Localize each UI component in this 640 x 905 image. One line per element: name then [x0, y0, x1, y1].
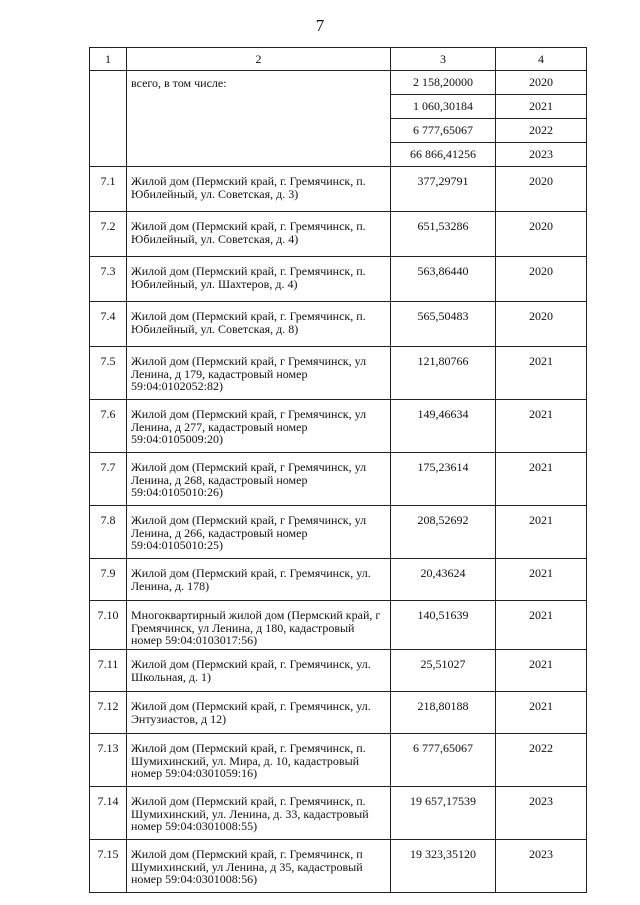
row-value-cell: 175,23614 — [391, 453, 496, 506]
row-name-cell: Жилой дом (Пермский край, г. Гремячинск, п Шумихинский, ул Ленина, д 35, кадастровый номер 59:04:0301008:56) — [127, 840, 391, 893]
total-value: 66 866,41256 — [391, 143, 496, 167]
row-number-cell: 7.10 — [90, 601, 127, 650]
table-row — [90, 257, 587, 302]
row-number-cell: 7.6 — [90, 400, 127, 453]
column-header: 1 — [90, 48, 127, 71]
row-year-cell: 2021 — [496, 559, 587, 601]
row-year-cell: 2021 — [496, 650, 587, 692]
total-row — [90, 71, 587, 95]
row-number-cell: 7.13 — [90, 734, 127, 787]
row-name-cell: Жилой дом (Пермский край, г Гремячинск, ул Ленина, д 266, кадастровый номер 59:04:0105010:25) — [127, 506, 391, 559]
table-row — [90, 650, 587, 692]
table-row — [90, 302, 587, 347]
table-row — [90, 167, 587, 212]
row-number-cell: 7.7 — [90, 453, 127, 506]
row-year-cell: 2020 — [496, 212, 587, 257]
row-year-cell: 2022 — [496, 734, 587, 787]
row-value-cell: 651,53286 — [391, 212, 496, 257]
row-name-cell: Жилой дом (Пермский край, г Гремячинск, ул Ленина, д 268, кадастровый номер 59:04:0105010:26) — [127, 453, 391, 506]
row-name-cell: Жилой дом (Пермский край, г. Гремячинск, п. Юбилейный, ул. Советская, д. 8) — [127, 302, 391, 347]
column-header: 4 — [496, 48, 587, 71]
row-value-cell: 218,80188 — [391, 692, 496, 734]
total-value: 1 060,30184 — [391, 95, 496, 119]
row-number-cell: 7.8 — [90, 506, 127, 559]
column-header: 3 — [391, 48, 496, 71]
total-year: 2020 — [496, 71, 587, 95]
row-year-cell: 2020 — [496, 302, 587, 347]
row-number-cell: 7.3 — [90, 257, 127, 302]
row-value-cell: 20,43624 — [391, 559, 496, 601]
row-number-cell: 7.5 — [90, 347, 127, 400]
row-value-cell: 19 323,35120 — [391, 840, 496, 893]
row-year-cell: 2021 — [496, 506, 587, 559]
row-year-cell: 2023 — [496, 840, 587, 893]
table-row — [90, 734, 587, 787]
row-value-cell: 121,80766 — [391, 347, 496, 400]
total-year: 2022 — [496, 119, 587, 143]
column-header: 2 — [127, 48, 391, 71]
row-name-cell: Жилой дом (Пермский край, г. Гремячинск, п. Шумихинский, ул. Ленина, д. 33, кадастровый номер 59:04:0301008:55) — [127, 787, 391, 840]
row-year-cell: 2021 — [496, 347, 587, 400]
row-year-cell: 2023 — [496, 787, 587, 840]
row-year-cell: 2021 — [496, 400, 587, 453]
table-row — [90, 347, 587, 400]
total-value: 2 158,20000 — [391, 71, 496, 95]
row-value-cell: 565,50483 — [391, 302, 496, 347]
row-name-cell: Жилой дом (Пермский край, г. Гремячинск, ул. Школьная, д. 1) — [127, 650, 391, 692]
row-name-cell: Жилой дом (Пермский край, г. Гремячинск, п. Юбилейный, ул. Советская, д. 3) — [127, 167, 391, 212]
table-row — [90, 559, 587, 601]
row-name-cell: Жилой дом (Пермский край, г. Гремячинск, ул. Ленина, д. 178) — [127, 559, 391, 601]
row-value-cell: 377,29791 — [391, 167, 496, 212]
row-year-cell: 2021 — [496, 453, 587, 506]
budget-table — [89, 47, 587, 893]
row-number-cell: 7.4 — [90, 302, 127, 347]
row-year-cell: 2020 — [496, 167, 587, 212]
row-value-cell: 6 777,65067 — [391, 734, 496, 787]
row-name-cell: Жилой дом (Пермский край, г. Гремячинск, ул. Энтузиастов, д 12) — [127, 692, 391, 734]
table-row — [90, 506, 587, 559]
total-label: всего, в том числе: — [127, 71, 391, 167]
row-year-cell: 2020 — [496, 257, 587, 302]
row-value-cell: 208,52692 — [391, 506, 496, 559]
table-row — [90, 692, 587, 734]
row-value-cell: 149,46634 — [391, 400, 496, 453]
table-row — [90, 212, 587, 257]
row-name-cell: Жилой дом (Пермский край, г Гремячинск, ул Ленина, д 179, кадастровый номер 59:04:0102052:82) — [127, 347, 391, 400]
row-name-cell: Жилой дом (Пермский край, г. Гремячинск, п. Юбилейный, ул. Шахтеров, д. 4) — [127, 257, 391, 302]
table-row — [90, 453, 587, 506]
row-number-cell: 7.14 — [90, 787, 127, 840]
row-number-cell: 7.9 — [90, 559, 127, 601]
row-name-cell: Жилой дом (Пермский край, г Гремячинск, ул Ленина, д 277, кадастровый номер 59:04:0105009:20) — [127, 400, 391, 453]
table-row — [90, 840, 587, 893]
table-row — [90, 601, 587, 650]
row-name-cell: Многоквартирный жилой дом (Пермский край, г Гремячинск, ул Ленина, д 180, кадастровый номер 59:04:0103017:56) — [127, 601, 391, 650]
table-row — [90, 400, 587, 453]
row-year-cell: 2021 — [496, 601, 587, 650]
row-number-cell: 7.12 — [90, 692, 127, 734]
table-row — [90, 787, 587, 840]
row-name-cell: Жилой дом (Пермский край, г. Гремячинск, п. Юбилейный, ул. Советская, д. 4) — [127, 212, 391, 257]
row-number-cell: 7.15 — [90, 840, 127, 893]
row-number-cell: 7.1 — [90, 167, 127, 212]
page-number: 7 — [315, 16, 325, 35]
table-header-row — [90, 48, 587, 71]
total-value: 6 777,65067 — [391, 119, 496, 143]
row-value-cell: 19 657,17539 — [391, 787, 496, 840]
row-value-cell: 25,51027 — [391, 650, 496, 692]
row-year-cell: 2021 — [496, 692, 587, 734]
row-number-cell: 7.11 — [90, 650, 127, 692]
total-num-cell — [90, 71, 127, 167]
row-name-cell: Жилой дом (Пермский край, г. Гремячинск, п. Шумихинский, ул. Мира, д. 10, кадастровый номер 59:04:0301059:16) — [127, 734, 391, 787]
row-value-cell: 140,51639 — [391, 601, 496, 650]
total-year: 2021 — [496, 95, 587, 119]
row-value-cell: 563,86440 — [391, 257, 496, 302]
row-number-cell: 7.2 — [90, 212, 127, 257]
total-year: 2023 — [496, 143, 587, 167]
